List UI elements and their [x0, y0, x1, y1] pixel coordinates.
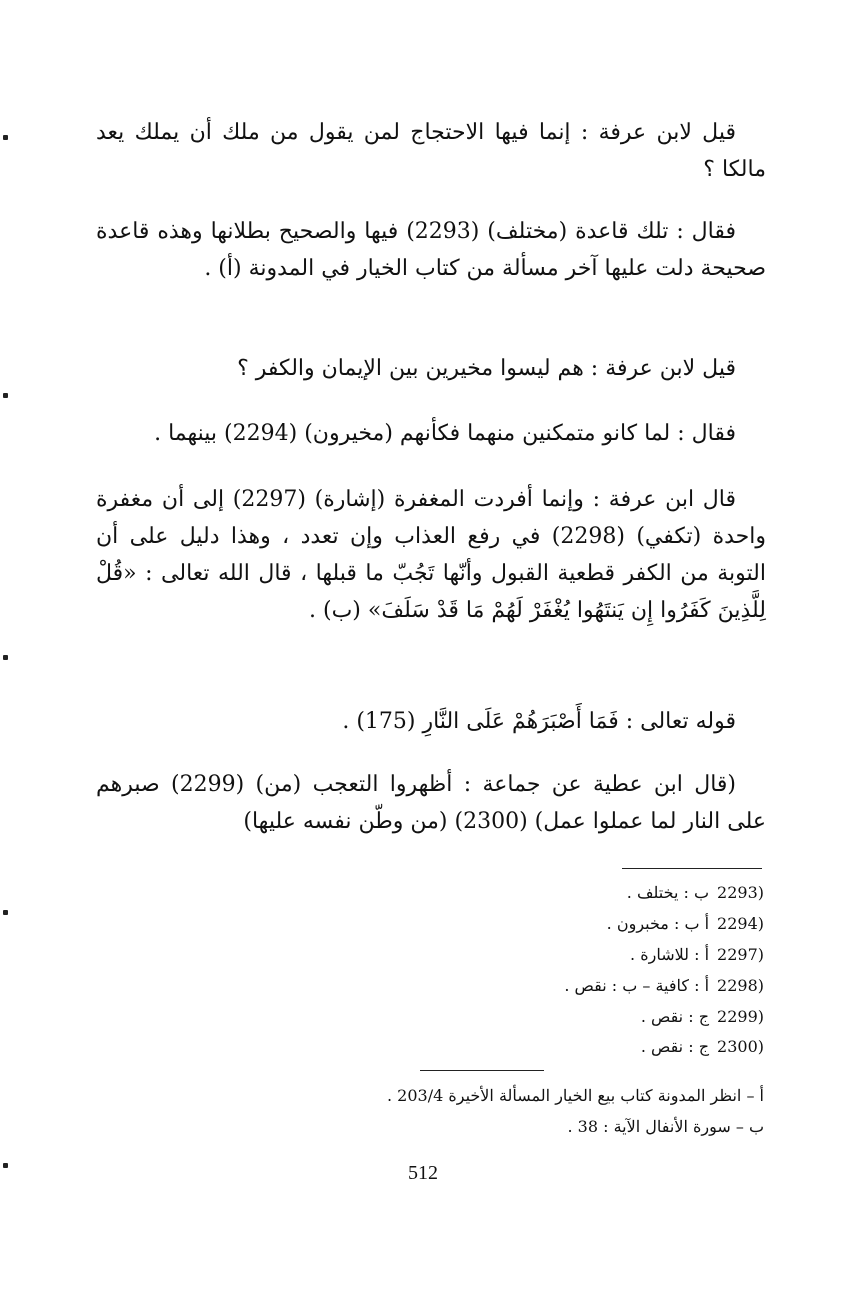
margin-mark	[3, 910, 8, 915]
footnote-number: (2298	[717, 976, 764, 995]
footnote	[630, 942, 764, 968]
paragraph-text: قوله تعالى : فَمَا أَصْبَرَهُمْ عَلَى النَّارِ (175) .	[342, 709, 736, 734]
paragraph-text: (قال ابن عطية عن جماعة : أظهروا التعجب (من) (2299) صبرهم على النار لما عملوا عمل) (2300) (من وطّن نفسه عليها)	[96, 772, 766, 834]
footnote-number: (2293	[717, 883, 764, 902]
footnote	[641, 1034, 764, 1060]
paragraph-text: فقال : تلك قاعدة (مختلف) (2293) فيها والصحيح بطلانها وهذه قاعدة صحيحة دلت عليها آخر مسألة من كتاب الخيار في المدونة (أ) .	[96, 219, 766, 281]
paragraph-2	[96, 213, 766, 287]
paragraph-7	[96, 766, 766, 840]
reference-separator	[420, 1070, 544, 1071]
reference-text: ب – سورة الأنفال الآية : 38 .	[567, 1117, 764, 1136]
reference-note	[387, 1083, 764, 1109]
paragraph-6	[96, 703, 766, 740]
margin-mark	[3, 393, 8, 398]
footnote-number: (2297	[717, 945, 764, 964]
paragraph-3	[96, 350, 766, 387]
paragraph-text: قيل لابن عرفة : هم ليسوا مخيرين بين الإيمان والكفر ؟	[237, 356, 736, 381]
footnote	[607, 911, 764, 937]
footnote-text: أ : للاشارة .	[630, 945, 710, 964]
paragraph-5	[96, 481, 766, 629]
footnote-text: ج : نقص .	[640, 1037, 710, 1056]
paragraph-4	[96, 415, 766, 452]
footnote-separator	[622, 868, 762, 869]
paragraph-text: قال ابن عرفة : وإنما أفردت المغفرة (إشارة) (2297) إلى أن مغفرة واحدة (تكفي) (2298) في رفع العذاب وإن تعدد ، وهذا دليل على أن التوبة من الكفر قطعية القبول وأنّها تَجُبّ ما قبلها ، قال الله تعالى : «قُلْ لِلَّذِينَ كَفَرُوا إِن يَنتَهُوا يُغْفَرْ لَهُمْ مَا قَدْ سَلَفَ» (ب) .	[96, 487, 766, 623]
footnote-text: ج : نقص .	[640, 1007, 710, 1026]
footnote-number: (2300	[717, 1037, 764, 1056]
footnote-text: أ ب : مخبرون .	[606, 914, 710, 933]
margin-mark	[3, 655, 8, 660]
footnote	[564, 973, 764, 999]
footnote-text: ب : يختلف .	[626, 883, 710, 902]
footnote-text: أ : كافية – ب : نقص .	[564, 976, 710, 995]
paragraph-text: قيل لابن عرفة : إنما فيها الاحتجاج لمن يقول من ملك أن يملك يعد مالكا ؟	[96, 120, 766, 182]
page-number: 512	[408, 1162, 438, 1184]
footnote-number: (2294	[717, 914, 764, 933]
footnote	[641, 1004, 764, 1030]
footnote-number: (2299	[717, 1007, 764, 1026]
paragraph-1	[96, 114, 766, 188]
reference-note	[568, 1114, 765, 1140]
footnote	[627, 880, 764, 906]
reference-text: أ – انظر المدونة كتاب بيع الخيار المسألة الأخيرة 203/4 .	[386, 1086, 764, 1105]
paragraph-text: فقال : لما كانو متمكنين منهما فكأنهم (مخيرون) (2294) بينهما .	[154, 421, 736, 446]
margin-mark	[3, 135, 8, 140]
